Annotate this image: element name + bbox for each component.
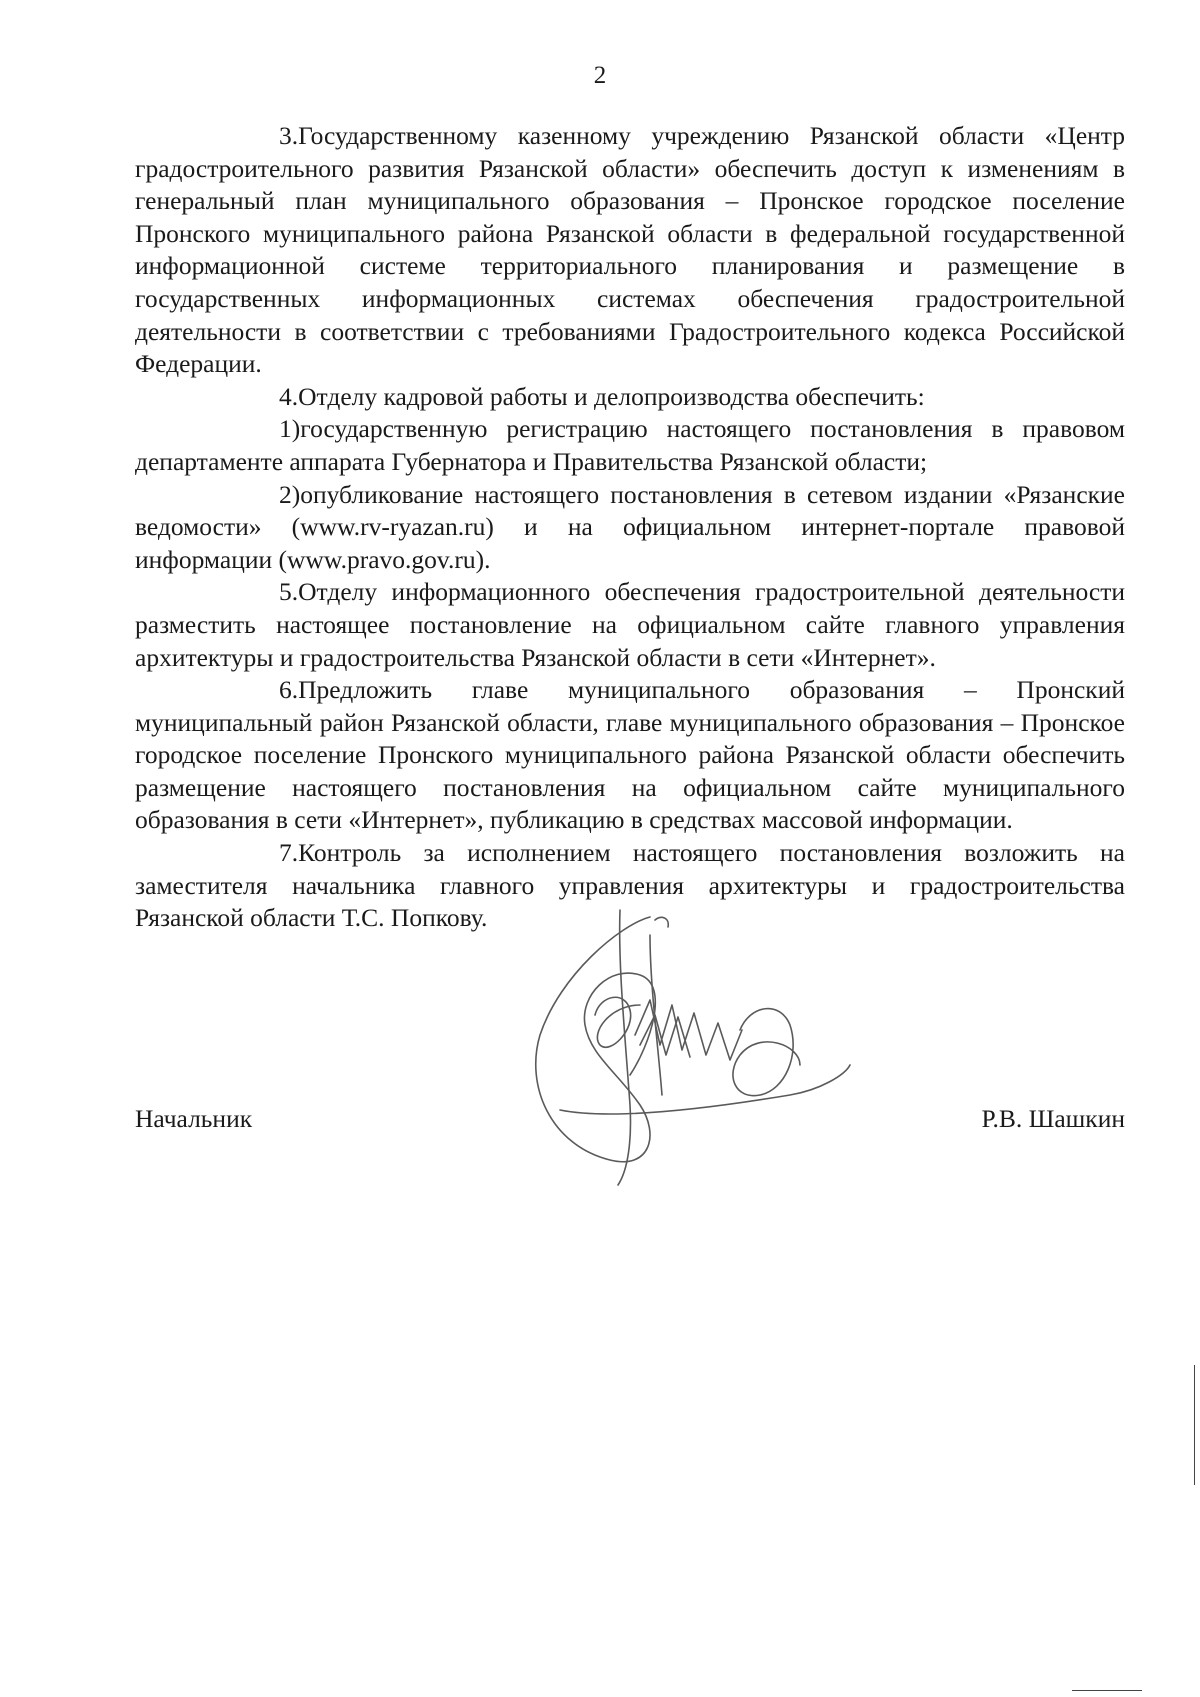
paragraph-4-1	[135, 413, 1125, 478]
signature-stroke	[536, 917, 656, 1162]
paragraph-number: 2)	[279, 479, 301, 509]
paragraph-number: 3.	[279, 121, 299, 150]
paragraph-3	[135, 120, 1125, 381]
paragraph-text: Отделу кадровой работы и делопроизводства обеспечить:	[298, 381, 925, 411]
paragraph-text: Контроль за исполнением настоящего постановления возложить на заместителя начальника главного управления архитектуры и градостроительства Рязанской области Т.С. Попкову.	[135, 838, 1125, 933]
scan-edge-mark	[1194, 1365, 1195, 1485]
paragraph-5	[135, 576, 1125, 674]
signature-stroke	[733, 1009, 800, 1096]
paragraph-4	[135, 381, 1125, 414]
paragraph-number: 4.	[279, 381, 299, 411]
paragraph-number: 5.	[279, 577, 299, 607]
paragraph-4-2	[135, 479, 1125, 577]
paragraph-number: 1)	[279, 414, 301, 444]
paragraph-6	[135, 674, 1125, 837]
paragraph-text: государственную регистрацию настоящего постановления в правовом департаменте аппарата Губернатора и Правительства Рязанской области;	[135, 414, 1125, 476]
signature-stroke	[655, 917, 668, 927]
signatory-title: Начальник	[135, 1104, 253, 1133]
signature-stroke	[618, 910, 631, 1185]
signatory-name: Р.В. Шашкин	[981, 1104, 1125, 1133]
document-body	[135, 120, 1125, 935]
paragraph-text: опубликование настоящего постановления в сетевом издании «Рязанские ведомости» (www.rv-ryazan.ru) и на официальном интернет-портале правовой информации (www.pravo.gov.ru).	[135, 479, 1125, 574]
page-number: 2	[593, 62, 607, 89]
signature-stroke	[595, 997, 640, 1047]
scan-edge-mark	[1072, 1690, 1142, 1691]
paragraph-number: 6.	[279, 675, 299, 705]
handwritten-signature	[500, 905, 860, 1195]
signature-stroke	[640, 1015, 690, 1057]
paragraph-number: 7.	[279, 838, 299, 868]
paragraph-text: Предложить главе муниципального образования – Пронский муниципальный район Рязанской области, главе муниципального образования – Пронское городское поселение Пронского муниципального района Рязанской области обеспечить размещение настоящего постановления на официальном сайте муниципального образования в сети «Интернет», публикацию в средствах массовой информации.	[135, 675, 1125, 835]
signature-stroke	[560, 1065, 850, 1114]
paragraph-text: Отделу информационного обеспечения градостроительной деятельности разместить настоящее постановление на официальном сайте главного управления архитектуры и градостроительства Рязанской области в сети «Интернет».	[135, 577, 1125, 672]
paragraph-text: Государственному казенному учреждению Рязанской области «Центр градостроительного развития Рязанской области» обеспечить доступ к изменениям в генеральный план муниципального образования – Пронское городское поселение Пронского муниципального района Рязанской области в федеральной государственной информационной системе территориального планирования и размещение в государственных информационных системах обеспечения градостроительной деятельности в соответствии с требованиями Градостроительного кодекса Российской Федерации.	[135, 121, 1125, 379]
signature-stroke	[650, 935, 662, 1095]
